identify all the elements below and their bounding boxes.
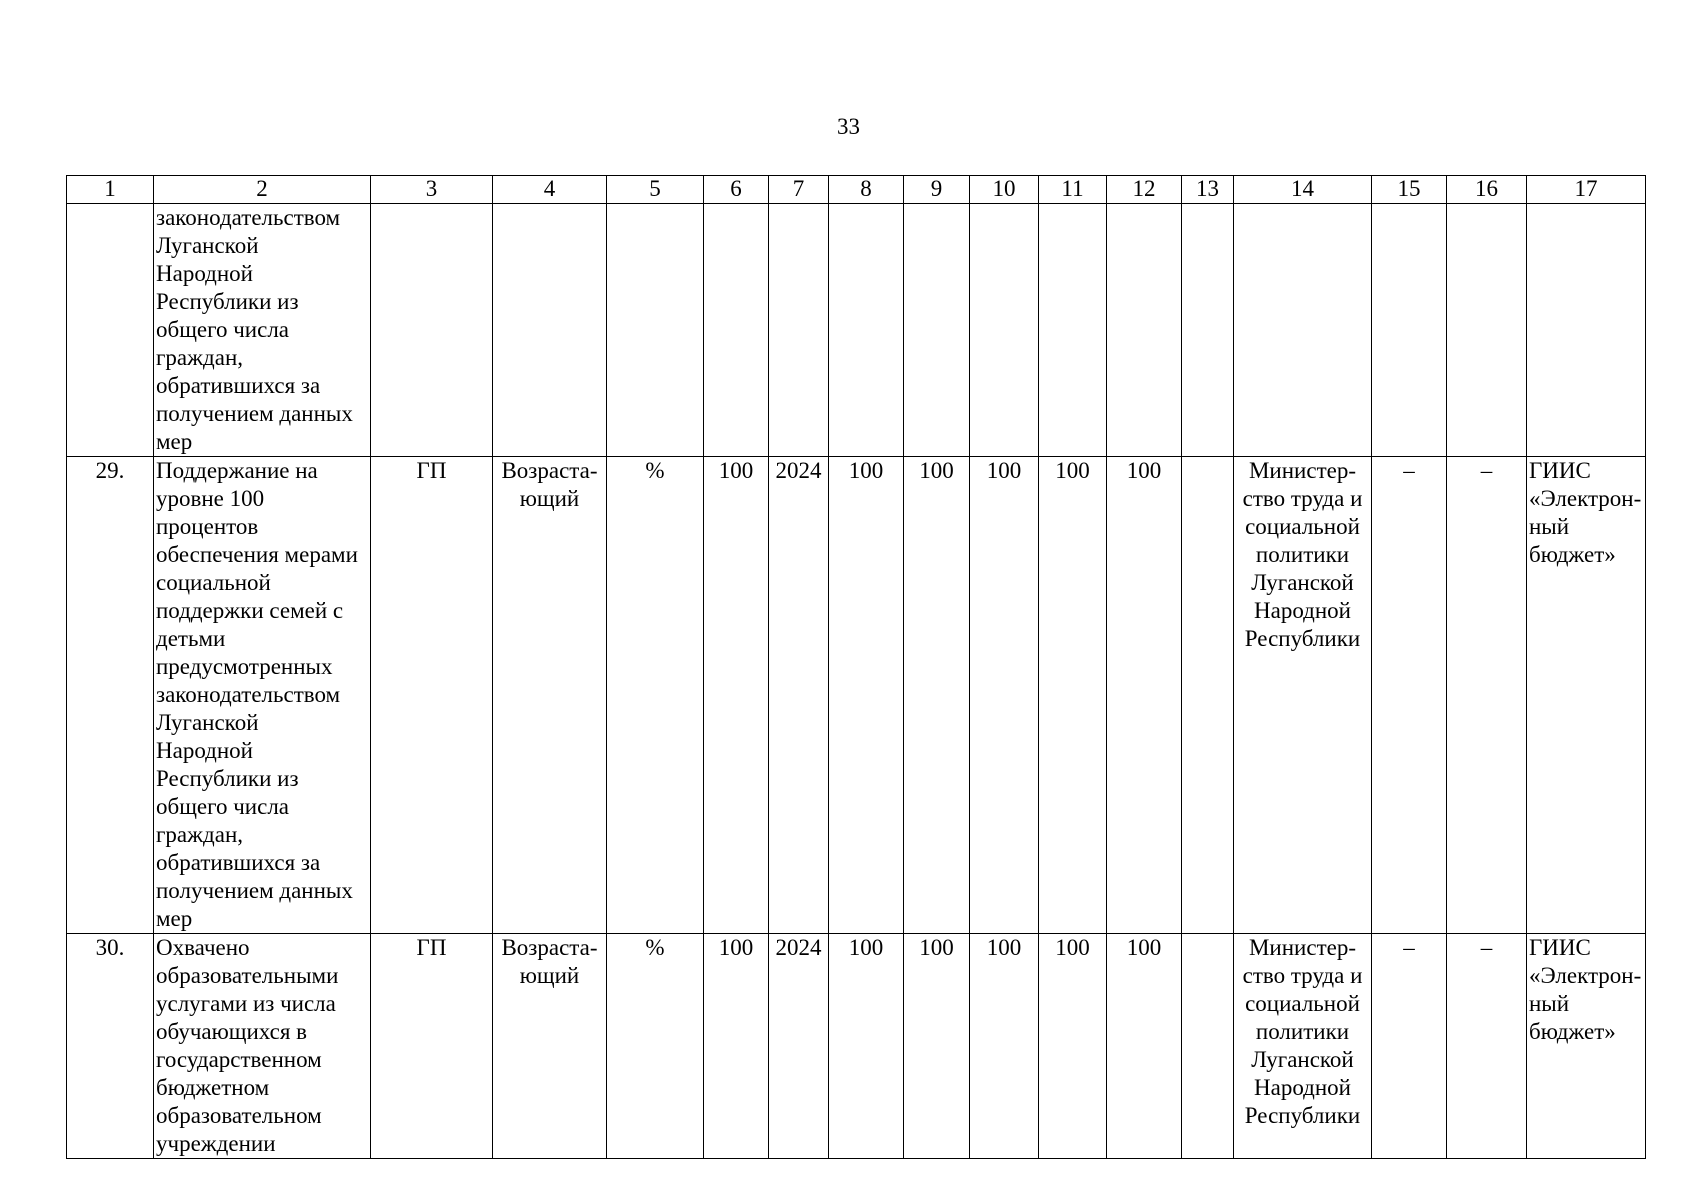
column-header: 8 xyxy=(829,176,904,204)
value-col-11: 100 xyxy=(1039,934,1107,1159)
column-header: 14 xyxy=(1234,176,1372,204)
value-col-8: 100 xyxy=(829,457,904,934)
base-value: 100 xyxy=(704,457,769,934)
indicators-table xyxy=(66,175,1646,1159)
indicator-name: законодательством Луганской Народной Республики из общего числа граждан, обратившихся за получением данных мер xyxy=(154,204,371,457)
column-header: 4 xyxy=(493,176,607,204)
column-number-row xyxy=(67,176,1646,204)
col-15-value: – xyxy=(1372,934,1447,1159)
column-header: 2 xyxy=(154,176,371,204)
unit: % xyxy=(607,934,704,1159)
value-col-8: 100 xyxy=(829,934,904,1159)
base-value: 100 xyxy=(704,934,769,1159)
column-header: 9 xyxy=(904,176,970,204)
page-number: 33 xyxy=(837,114,860,139)
unit: % xyxy=(607,457,704,934)
column-header: 1 xyxy=(67,176,154,204)
value-col-10: 100 xyxy=(970,934,1039,1159)
column-header: 17 xyxy=(1527,176,1646,204)
indicator-trend: Возраста- ющий xyxy=(493,457,607,934)
value-col-13 xyxy=(1182,934,1234,1159)
column-header: 13 xyxy=(1182,176,1234,204)
column-header: 12 xyxy=(1107,176,1182,204)
row-number: 30. xyxy=(67,934,154,1159)
table-row xyxy=(67,934,1646,1159)
indicator-name: Охвачено образовательными услугами из числа обучающихся в государственном бюджетном образовательном учреждении xyxy=(154,934,371,1159)
indicator-level: ГП xyxy=(371,457,493,934)
column-header: 6 xyxy=(704,176,769,204)
value-col-12: 100 xyxy=(1107,934,1182,1159)
responsible-body: Министер- ство труда и социальной политики Луганской Народной Республики xyxy=(1234,457,1372,934)
col-16-value: – xyxy=(1447,934,1527,1159)
col-16-value: – xyxy=(1447,457,1527,934)
table-row xyxy=(67,457,1646,934)
column-header: 3 xyxy=(371,176,493,204)
base-year: 2024 xyxy=(769,934,829,1159)
value-col-13 xyxy=(1182,457,1234,934)
base-year: 2024 xyxy=(769,457,829,934)
value-col-9: 100 xyxy=(904,457,970,934)
value-col-10: 100 xyxy=(970,457,1039,934)
column-header: 5 xyxy=(607,176,704,204)
information-system: ГИИС «Электрон- ный бюджет» xyxy=(1527,457,1646,934)
column-header: 7 xyxy=(769,176,829,204)
col-15-value: – xyxy=(1372,457,1447,934)
value-col-12: 100 xyxy=(1107,457,1182,934)
indicator-trend: Возраста- ющий xyxy=(493,934,607,1159)
information-system: ГИИС «Электрон- ный бюджет» xyxy=(1527,934,1646,1159)
row-number: 29. xyxy=(67,457,154,934)
responsible-body: Министер- ство труда и социальной политики Луганской Народной Республики xyxy=(1234,934,1372,1159)
column-header: 10 xyxy=(970,176,1039,204)
column-header: 11 xyxy=(1039,176,1107,204)
column-header: 15 xyxy=(1372,176,1447,204)
indicator-level: ГП xyxy=(371,934,493,1159)
value-col-9: 100 xyxy=(904,934,970,1159)
indicator-name: Поддержание на уровне 100 процентов обеспечения мерами социальной поддержки семей с детьми предусмотренных законодательством Луганской Народной Республики из общего числа граждан, обратившихся за получением данных мер xyxy=(154,457,371,934)
column-header: 16 xyxy=(1447,176,1527,204)
table-row-continued xyxy=(67,204,1646,457)
value-col-11: 100 xyxy=(1039,457,1107,934)
